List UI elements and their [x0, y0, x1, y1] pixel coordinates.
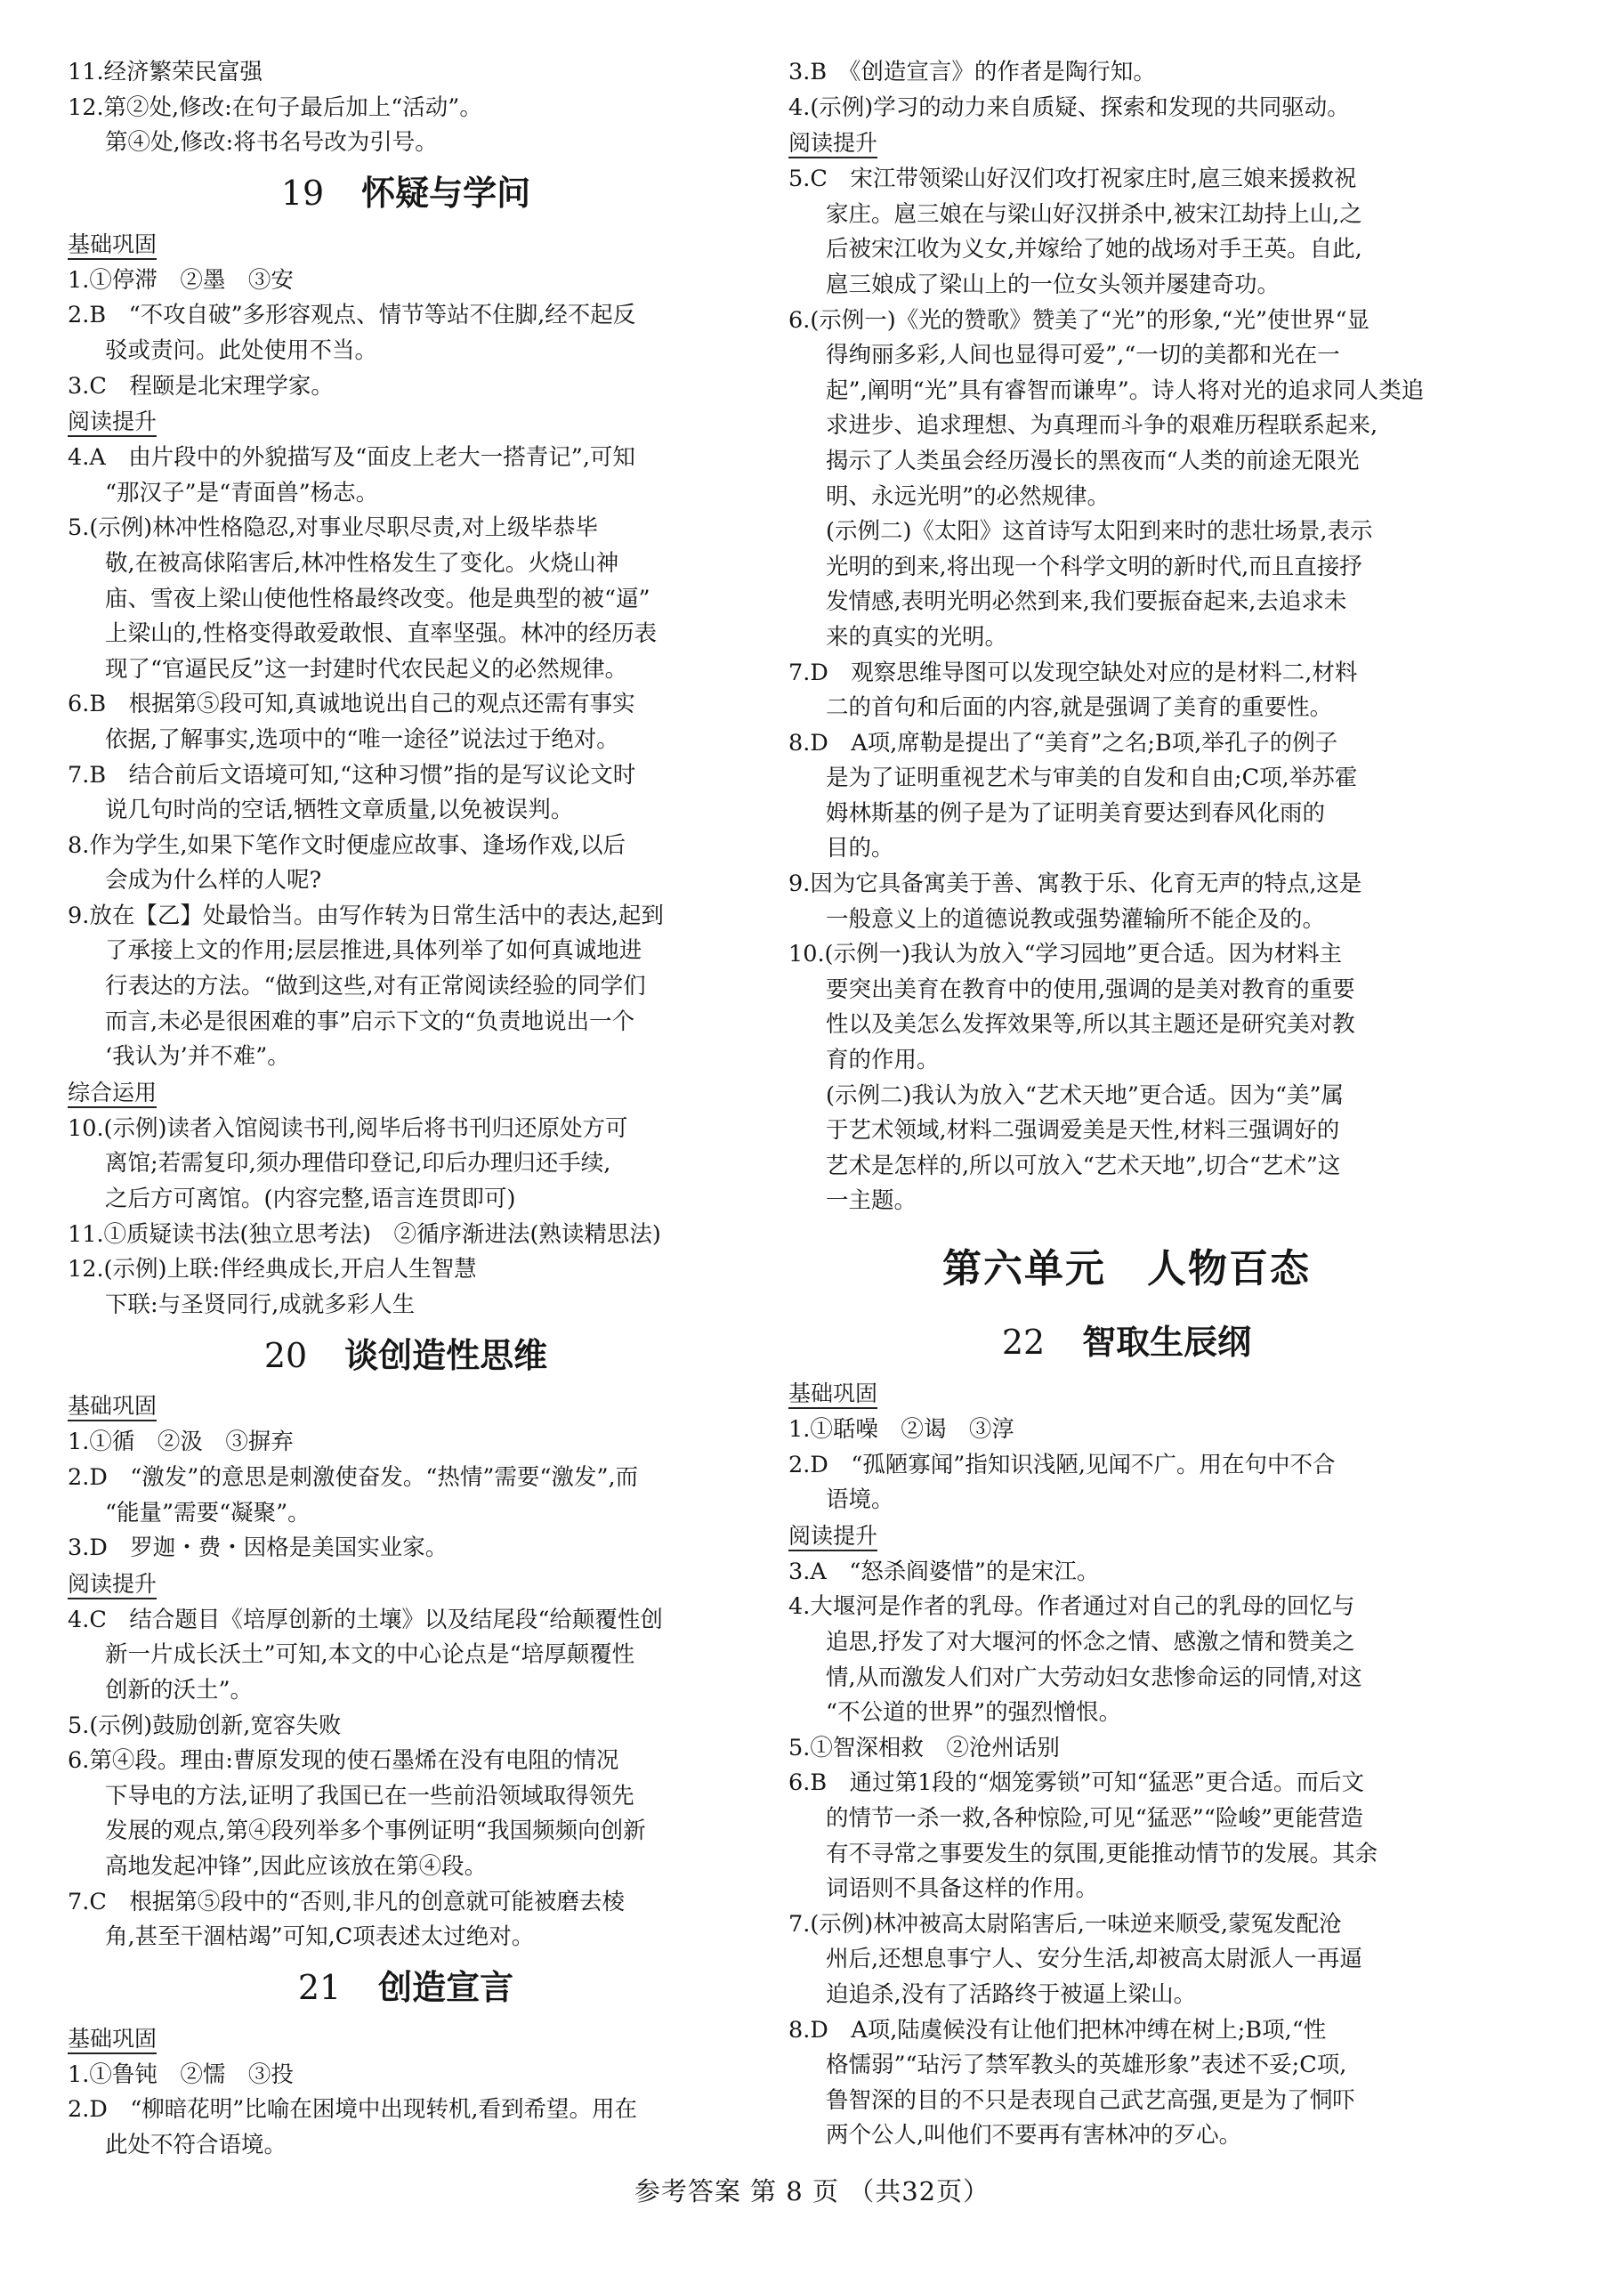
answer-line: 二的首句和后面的内容,就是强调了美育的重要性。: [826, 694, 1333, 722]
basics-label: 基础巩固: [788, 1380, 877, 1409]
answer-line: 此处不符合语境。: [105, 2131, 287, 2158]
reading-label: 阅读提升: [68, 409, 157, 437]
answer-line: 的情节一杀一救,各种惊险,可见“猛恶”“险峻”更能营造: [826, 1804, 1363, 1832]
apply-label: 综合运用: [68, 1080, 157, 1108]
section-19-heading: [68, 161, 744, 227]
answer-line: 8.D A项,陆虞候没有让他们把林冲缚在树上;B项,“性: [788, 2016, 1327, 2044]
basics-label: 基础巩固: [68, 2026, 157, 2054]
answer-line: 迫追杀,没有了活路终于被逼上梁山。: [826, 1980, 1197, 2008]
answer-line: 8.作为学生,如果下笔作文时便虚应故事、逢场作戏,以后: [68, 831, 626, 859]
answer-line: 7.D 观察思维导图可以发现空缺处对应的是材料二,材料: [788, 659, 1358, 686]
answer-line: 一主题。: [826, 1187, 917, 1215]
answer-line: 11.①质疑读书法(独立思考法) ②循序渐进法(熟读精思法): [68, 1220, 661, 1248]
answer-line: 有不寻常之事要发生的氛围,更能推动情节的发展。其余: [826, 1840, 1378, 1867]
basics-label: 基础巩固: [68, 1393, 157, 1421]
reading-label: 阅读提升: [68, 1571, 157, 1599]
answer-line: 后被宋江收为义女,并嫁给了她的战场对手王英。自此,: [826, 236, 1362, 263]
answer-line: 1.①循 ②汲 ③摒弃: [68, 1429, 294, 1456]
section-22-basics: [788, 1413, 1465, 1518]
answer-line: 离馆;若需复印,须办理借印登记,印后办理归还手续,: [105, 1150, 611, 1178]
answer-line: 创新的沃土”。: [105, 1676, 254, 1704]
answer-line: 7.B 结合前后文语境可知,“这种习惯”指的是写议论文时: [68, 761, 636, 789]
answer-line: 词语则不具备这样的作用。: [826, 1875, 1099, 1903]
answer-line: 于艺术领域,材料二强调爱美是天性,材料三强调好的: [826, 1117, 1340, 1145]
answer-line: 9.放在【乙】处最恰当。由写作转为日常生活中的表达,起到: [68, 902, 664, 929]
answer-line: 12.第②处,修改:在句子最后加上“活动”。: [68, 93, 482, 121]
answer-line: 是为了证明重视艺术与审美的自发和自由;C项,举苏霍: [826, 765, 1358, 792]
answer-line: 起”,阐明“光”具有睿智而谦卑”。诗人将对光的追求同人类追: [826, 376, 1425, 404]
answer-line: 驳或责问。此处使用不当。: [105, 336, 378, 364]
answer-line: 下联:与圣贤同行,成就多彩人生: [105, 1291, 416, 1318]
answer-line: 州后,还想息事宁人、安分生活,却被高太尉派人一再逼: [826, 1946, 1362, 1973]
answer-line: 语境。: [826, 1486, 894, 1514]
answer-line: 新一片成长沃土”可知,本文的中心论点是“培厚颠覆性: [105, 1641, 635, 1669]
answer-line: 目的。: [826, 835, 894, 862]
section-20-heading: [68, 1323, 744, 1388]
answer-line: 2.D “柳暗花明”比喻在困境中出现转机,看到希望。用在: [68, 2096, 637, 2124]
answer-line: 12.(示例)上联:伴经典成长,开启人生智慧: [68, 1256, 477, 1283]
answer-line: 6.第④段。理由:曹原发现的使石墨烯在没有电阻的情况: [68, 1747, 619, 1775]
section-21-reading: [788, 162, 1465, 1219]
answer-line: 两个公人,叫他们不要再有害林冲的歹心。: [826, 2122, 1242, 2150]
answer-line: 之后方可离馆。(内容完整,语言连贯即可): [105, 1186, 516, 1213]
top-lines: [68, 55, 744, 161]
section-21-heading: [68, 1955, 744, 2021]
answer-line: 格懦弱”“玷污了禁军教头的英雄形象”表述不妥;C项,: [826, 2052, 1347, 2079]
reading-label: 阅读提升: [788, 130, 877, 158]
answer-line: 第④处,修改:将书名号改为引号。: [105, 129, 438, 157]
section-title: 智取生辰纲: [1082, 1323, 1252, 1363]
basics-label: 基础巩固: [68, 231, 157, 260]
section-number: 21: [297, 1967, 342, 2007]
section-title: 创造宣言: [378, 1967, 514, 2007]
answer-line: 4.大堰河是作者的乳母。作者通过对自己的乳母的回忆与: [788, 1593, 1355, 1621]
answer-line: 得绚丽多彩,人间也显得可爱”,“一切的美都和光在一: [826, 342, 1340, 369]
answer-line: 说几句时尚的空话,牺牲文章质量,以免被误判。: [105, 797, 574, 824]
answer-line: 5.C 宋江带领梁山好汉们攻打祝家庄时,扈三娘来援救祝: [788, 166, 1357, 193]
answer-line: 5.(示例)鼓励创新,宽容失败: [68, 1712, 342, 1739]
answer-line: 而言,未必是很困难的事”启示下文的“负责地说出一个: [105, 1008, 635, 1035]
answer-line: ‘我认为’并不难”。: [105, 1043, 290, 1071]
answer-line: 1.①鲁钝 ②懦 ③投: [68, 2060, 294, 2088]
unit-name: 第六单元: [942, 1246, 1106, 1292]
answer-line: (示例二)我认为放入“艺术天地”更合适。因为“美”属: [826, 1081, 1345, 1109]
unit-heading: [788, 1228, 1465, 1310]
section-20-basics: [68, 1425, 744, 1566]
answer-line: 鲁智深的目的不只是表现自己武艺高强,更是为了恫吓: [826, 2086, 1355, 2114]
answer-line: 角,甚至干涸枯竭”可知,C项表述太过绝对。: [105, 1923, 535, 1951]
answer-line: 7.C 根据第⑤段中的“否则,非凡的创意就可能被磨去棱: [68, 1888, 625, 1915]
answer-line: 2.B “不攻自破”多形容观点、情节等站不住脚,经不起反: [68, 302, 636, 329]
section-number: 19: [280, 173, 325, 213]
answer-line: 追思,抒发了对大堰河的怀念之情、感激之情和赞美之: [826, 1628, 1355, 1656]
answer-line: 7.(示例)林冲被高太尉陷害后,一味逆来顺受,蒙冤发配沧: [788, 1910, 1342, 1938]
answer-line: 3.D 罗迦・费・因格是美国实业家。: [68, 1534, 448, 1562]
section-19-basics: [68, 263, 744, 404]
answer-line: 3.A “怒杀阎婆惜”的是宋江。: [788, 1558, 1100, 1585]
section-21-basics: [68, 2058, 744, 2164]
section-number: 22: [1001, 1323, 1046, 1363]
answer-line: 庙、雪夜上梁山使他性格最终改变。他是典型的被“逼”: [105, 585, 650, 612]
answer-line: 现了“官逼民反”这一封建时代农民起义的必然规律。: [105, 655, 628, 683]
answer-line: “能量”需要“凝聚”。: [105, 1499, 311, 1526]
answer-line: 家庄。扈三娘在与梁山好汉拼杀中,被宋江劫持上山,之: [826, 200, 1362, 228]
left-column: [68, 55, 744, 2164]
section-22-heading: [788, 1310, 1465, 1376]
answer-line: 性以及美怎么发挥效果等,所以其主题还是研究美对教: [826, 1011, 1355, 1039]
answer-line: 4.C 结合题目《培厚创新的土壤》以及结尾段“给颠覆性创: [68, 1606, 663, 1633]
answer-line: 8.D A项,席勒是提出了“美育”之名;B项,举孔子的例子: [788, 729, 1338, 757]
answer-line: 求进步、追求理想、为真理而斗争的艰难历程联系起来,: [826, 412, 1378, 440]
answer-line: 育的作用。: [826, 1047, 940, 1074]
answer-line: 11.经济繁荣民富强: [68, 59, 263, 85]
answer-line: 要突出美育在教育中的使用,强调的是美对教育的重要: [826, 976, 1355, 1003]
answer-line: 光明的到来,将出现一个科学文明的新时代,而且直接抒: [826, 553, 1362, 580]
answer-line: (示例二)《太阳》这首诗写太阳到来时的悲壮场景,表示: [826, 518, 1373, 546]
reading-label: 阅读提升: [788, 1523, 877, 1551]
section-title: 怀疑与学问: [361, 173, 531, 213]
answer-line: 艺术是怎样的,所以可放入“艺术天地”,切合“艺术”这: [826, 1152, 1341, 1179]
answer-line: 揭示了人类虽会经历漫长的黑夜而“人类的前途无限光: [826, 447, 1360, 474]
answer-line: 6.B 通过第1段的“烟笼雾锁”可知“猛恶”更合适。而后文: [788, 1769, 1364, 1797]
answer-line: 4.A 由片段中的外貌描写及“面皮上老大一搭青记”,可知: [68, 444, 635, 472]
answer-line: 10.(示例)读者入馆阅读书刊,阅毕后将书刊归还原处方可: [68, 1114, 628, 1142]
answer-line: 明、永远光明”的必然规律。: [826, 482, 1111, 510]
right-column: [788, 55, 1465, 2154]
answer-line: “那汉子”是“青面兽”杨志。: [105, 479, 379, 506]
unit-title: 人物百态: [1147, 1246, 1311, 1292]
answer-line: 行表达的方法。“做到这些,对有正常阅读经验的同学们: [105, 973, 646, 1000]
answer-line: 一般意义上的道德说教或强势灌输所不能企及的。: [826, 905, 1326, 933]
answer-line: 6.(示例一)《光的赞歌》赞美了“光”的形象,“光”使世界“显: [788, 306, 1370, 334]
answer-line: 4.(示例)学习的动力来自质疑、探索和发现的共同驱动。: [788, 93, 1350, 121]
answer-line: 下导电的方法,证明了我国已在一些前沿领域取得领先: [105, 1782, 634, 1809]
answer-line: 1.①聒噪 ②谒 ③淳: [788, 1416, 1014, 1443]
answer-line: 高地发起冲锋”,因此应该放在第④段。: [105, 1852, 488, 1880]
answer-line: 敬,在被高俅陷害后,林冲性格发生了变化。火烧山神: [105, 549, 619, 577]
answer-line: 9.因为它具备寓美于善、寓教于乐、化育无声的特点,这是: [788, 870, 1362, 898]
answer-line: 2.D “激发”的意思是刺激使奋发。“热情”需要“激发”,而: [68, 1464, 639, 1491]
answer-line: 3.B 《创造宣言》的作者是陶行知。: [788, 59, 1156, 85]
answer-line: 会成为什么样的人呢?: [105, 867, 322, 895]
section-20-reading: [68, 1603, 744, 1955]
answer-line: “不公道的世界”的强烈憎恨。: [826, 1699, 1122, 1727]
section-19-reading: [68, 441, 744, 1075]
top-lines: [788, 55, 1465, 125]
answer-line: 姆林斯基的例子是为了证明美育要达到春风化雨的: [826, 799, 1326, 827]
answer-line: 上梁山的,性格变得敢爱敢恨、直率坚强。林冲的经历表: [105, 620, 658, 648]
section-number: 20: [263, 1335, 308, 1375]
answer-line: 2.D “孤陋寡闻”指知识浅陋,见闻不广。用在句中不合: [788, 1451, 1336, 1478]
answer-line: 6.B 根据第⑤段可知,真诚地说出自己的观点还需有事实: [68, 691, 635, 718]
answer-line: 扈三娘成了梁山上的一位女头领并屡建奇功。: [826, 271, 1281, 298]
answer-line: 了承接上文的作用;层层推进,具体列举了如何真诚地进: [105, 937, 642, 965]
answer-line: 1.①停滞 ②墨 ③安: [68, 266, 294, 294]
section-19-apply: [68, 1112, 744, 1324]
answer-line: 3.C 程颐是北宋理学家。: [68, 372, 334, 400]
answer-line: 5.①智深相救 ②沧州话别: [788, 1734, 1060, 1761]
page-footer: 参考答案 第 8 页 （共32页）: [634, 2176, 990, 2206]
answer-line: 发展的观点,第④段列举多个事例证明“我国频频向创新: [105, 1818, 646, 1845]
answer-line: 5.(示例)林冲性格隐忍,对事业尽职尽责,对上级毕恭毕: [68, 514, 598, 542]
section-22-reading: [788, 1555, 1465, 2154]
answer-line: 发情感,表明光明必然到来,我们要振奋起来,去追求未: [826, 588, 1347, 616]
answer-line: 情,从而激发人们对广大劳动妇女悲惨命运的同情,对这: [826, 1664, 1362, 1691]
section-title: 谈创造性思维: [344, 1335, 548, 1375]
answer-line: 来的真实的光明。: [826, 623, 1008, 651]
answer-line: 依据,了解事实,选项中的“唯一途径”说法过于绝对。: [105, 725, 619, 753]
answer-line: 10.(示例一)我认为放入“学习园地”更合适。因为材料主: [788, 941, 1343, 968]
